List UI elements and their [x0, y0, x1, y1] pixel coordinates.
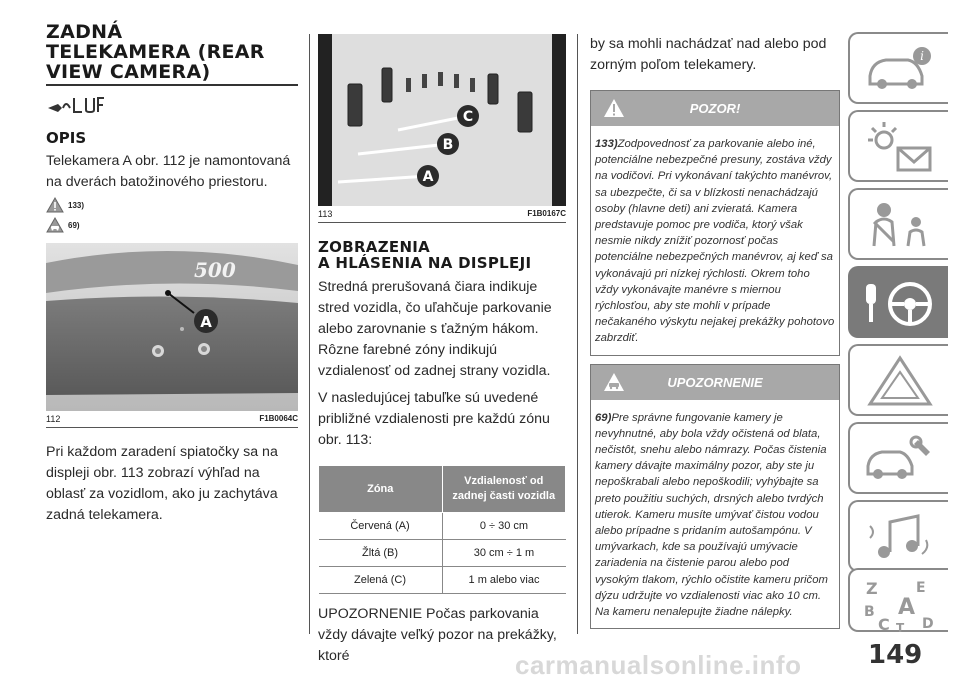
chapter-tab-starting-driving[interactable]	[848, 266, 948, 338]
figure-113-display-guidelines	[318, 34, 566, 206]
callout-b: B	[442, 137, 454, 153]
svg-text:C: C	[878, 615, 890, 634]
figure-112-caption: 112 F1B0064C	[46, 411, 298, 428]
warning-box-pozor	[590, 90, 840, 356]
figure-112-tailgate-photo	[46, 243, 298, 411]
car-info-icon	[860, 40, 940, 98]
intro-paragraph: Telekamera A obr. 112 je namontovaná na dverách batožinového priestoru.	[46, 153, 291, 190]
table-header-zone: Zóna	[319, 466, 443, 513]
column-1	[46, 22, 298, 526]
warning-triangle-icon	[603, 98, 625, 118]
column-divider	[309, 34, 310, 634]
table-row: Červená (A) 0 ÷ 30 cm	[319, 513, 566, 540]
chapter-tab-index[interactable]	[848, 568, 948, 632]
warning-triangle-tab-icon	[860, 352, 940, 410]
warning-box-text: 133)Zodpovednosť za parkovanie alebo iné, potenciálne nebezpečné presuny, zostáva vždy na vodičovi. Pri vykonávaní takýchto manévrov, sa ubezpečte, či sa v blízkosti nenachádzajú osoby (hlavne deti) ani zvieratá. Kamera predstavuje pomoc pre vodiča, ktorý však nesmie nikdy znížiť pozornosť počas potenciálne nebezpečných manévrov, aj keď sa vykonávajú pri nízkej rýchlosti. Okrem toho vždy vykonávajte manévre s miernou rýchlosťou, aby ste mohli v prípade nečakaného výskytu nejakej prekážky pohotovo zabrzdiť.	[595, 138, 835, 345]
table-intro-paragraph: V nasledujúcej tabuľke sú uvedené približné vzdialenosti pre každú zónu obr. 113:	[318, 390, 550, 448]
caution-car-icon	[46, 217, 64, 233]
svg-text:D: D	[922, 616, 934, 632]
tailgate-illustration	[46, 243, 298, 411]
guideline-paragraph: Stredná prerušovaná čiara indikuje stred vozidla, čo uľahčuje parkovanie alebo zarovnanie s ťažným hákom. Rôzne farebné zóny indikujú vzdialenosť od zadnej strany vozidla.	[318, 279, 552, 379]
section-title: ZADNÁ TELEKAMERA (REAR VIEW CAMERA)	[46, 21, 265, 83]
chapter-tab-lights[interactable]	[848, 110, 948, 182]
svg-text:T: T	[896, 621, 905, 634]
continuation-paragraph: by sa mohli nachádzať nad alebo pod zorným poľom telekamery.	[590, 36, 827, 73]
caution-car-icon	[603, 372, 625, 392]
table-header-distance: Vzdialenosť od zadnej časti vozidla	[442, 466, 566, 513]
figure-113-caption: 113 F1B0167C	[318, 206, 566, 223]
warning-reference: 133)	[46, 197, 298, 213]
page-number: 149	[868, 640, 923, 670]
light-and-envelope-icon	[860, 118, 940, 176]
music-note-icon	[860, 508, 940, 566]
seatbelt-child-icon	[860, 196, 940, 254]
column-2	[318, 34, 566, 667]
column-3	[590, 34, 840, 629]
svg-text:500: 500	[194, 258, 236, 282]
steering-wheel-key-icon	[860, 274, 940, 332]
reverse-gear-paragraph: Pri každom zaradení spiatočky sa na displeji obr. 113 zobrazí výhľad na oblasť za vozidlom, ako ju zachytáva zadná telekamera.	[46, 444, 278, 523]
svg-text:A: A	[898, 595, 916, 620]
svg-text:E: E	[916, 580, 926, 596]
chapter-tab-safety[interactable]	[848, 188, 948, 260]
watermark: carmanualsonline.info	[515, 650, 802, 678]
caution-reference: 69)	[46, 217, 298, 233]
callout-a: A	[200, 313, 212, 331]
rear-camera-icon	[46, 94, 106, 118]
svg-text:i: i	[920, 49, 924, 63]
chapter-tab-dashboard[interactable]	[848, 32, 948, 104]
distance-zone-table	[318, 465, 566, 594]
svg-text:Z: Z	[866, 579, 878, 598]
table-row: Zelená (C) 1 m alebo viac	[319, 567, 566, 594]
alphabet-index-icon	[860, 576, 940, 634]
chapter-tab-multimedia[interactable]	[848, 500, 948, 572]
callout-a: A	[422, 169, 434, 185]
svg-text:B: B	[864, 604, 875, 620]
car-wrench-icon	[860, 430, 940, 488]
table-row: Žltá (B) 30 cm ÷ 1 m	[319, 540, 566, 567]
chapter-tab-maintenance[interactable]	[848, 422, 948, 494]
title-rule	[46, 84, 298, 86]
warning-box-header: POZOR!	[591, 91, 839, 126]
warning-box-upozornenie	[590, 364, 840, 630]
warning-triangle-icon	[46, 197, 64, 213]
caution-box-header: UPOZORNENIE	[591, 365, 839, 400]
subsection-title: OPIS	[46, 129, 87, 147]
display-section-title: ZOBRAZENIA A HLÁSENIA NA DISPLEJI	[318, 238, 532, 272]
callout-c: C	[462, 109, 474, 125]
chapter-tab-emergency[interactable]	[848, 344, 948, 416]
caution-paragraph: UPOZORNENIE Počas parkovania vždy dávajte veľký pozor na prekážky, ktoré	[318, 606, 557, 664]
parking-guidelines-illustration	[318, 34, 566, 206]
caution-box-text: 69)Pre správne fungovanie kamery je nevyhnutné, aby bola vždy očistená od blata, nečistôt, snehu alebo námrazy. Počas čistenia kamery dávajte maximálny pozor, aby ste ju nepoškrabali alebo nepoškodili; vyhýbajte sa preto použitiu suchých, drsných alebo tvrdých utierok. Kameru musíte umývať čistou vodou alebo prípadne s pridaním autošampónu. V umývarkach, kde sa používajú umývacie zariadenia na čistenie parou alebo pod vysokým tlakom, rýchlo očistite kameru pričom dýzu udržujte vo vzdialenosti viac ako 10 cm. Na kameru nenalepujte žiadne nálepky.	[595, 411, 828, 619]
column-divider	[577, 34, 578, 634]
